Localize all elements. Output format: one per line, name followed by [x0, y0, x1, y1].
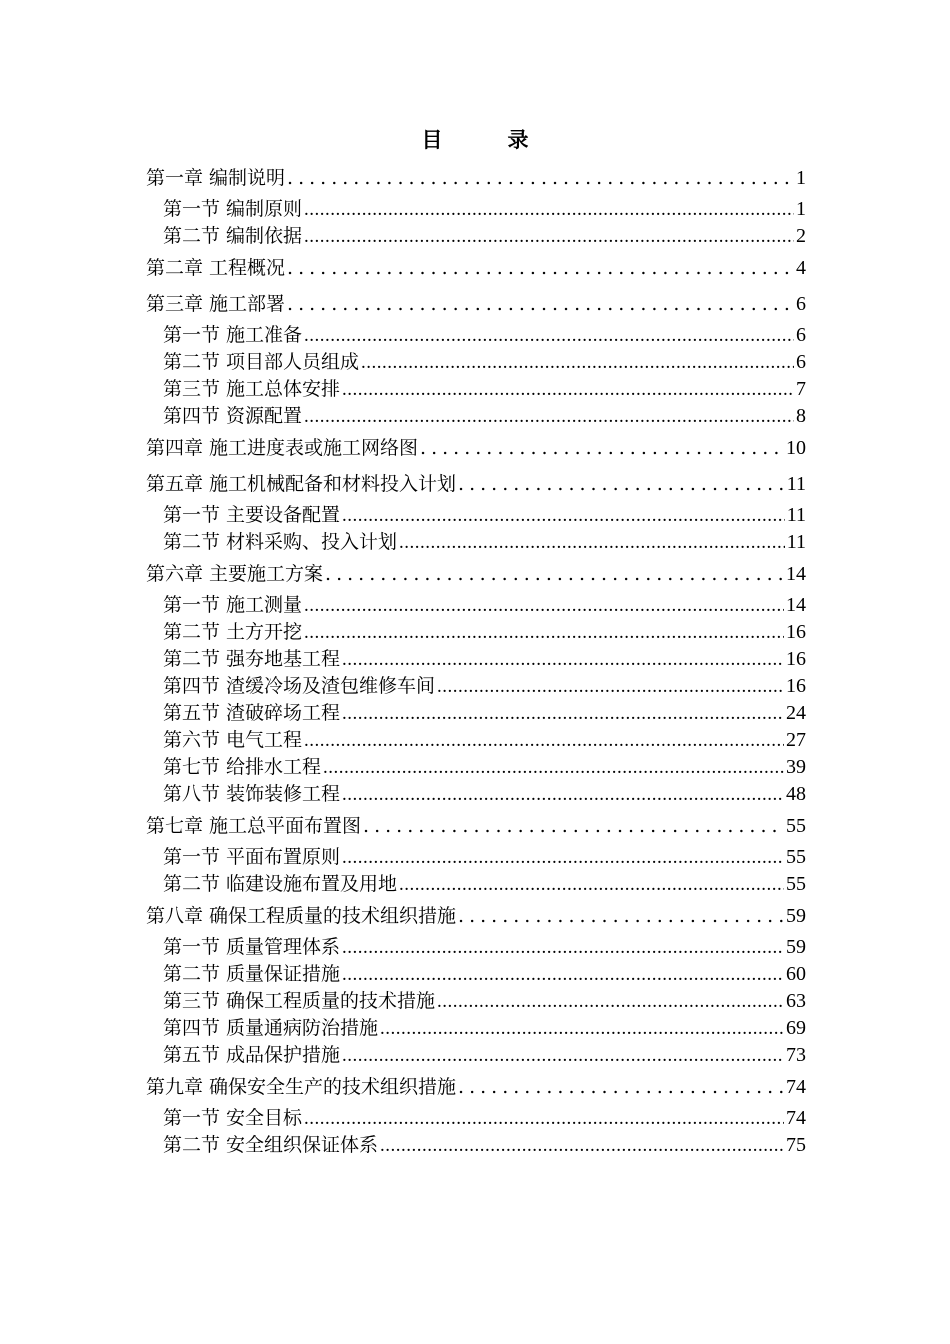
toc-entry-page-number: 7	[796, 378, 806, 400]
toc-entry-label: 第六章 主要施工方案	[146, 563, 324, 585]
toc-section-entry[interactable]	[146, 646, 806, 673]
toc-entry-page-number: 8	[796, 405, 806, 427]
toc-entry-page-number: 59	[786, 905, 806, 927]
dot-leader	[304, 619, 784, 646]
dot-leader	[380, 1132, 784, 1159]
toc-entry-label: 第五章 施工机械配备和材料投入计划	[146, 473, 457, 495]
toc-entry-label: 第六节 电气工程	[163, 729, 303, 751]
toc-section-entry[interactable]	[146, 1015, 806, 1042]
dot-leader	[342, 700, 784, 727]
toc-chapter-entry[interactable]	[146, 466, 806, 502]
toc-entry-page-number: 6	[796, 324, 806, 346]
toc-entry-label: 第一节 平面布置原则	[163, 846, 341, 868]
toc-entry-page-number: 55	[786, 846, 806, 868]
dot-leader	[458, 898, 784, 934]
toc-chapter-entry[interactable]	[146, 250, 806, 286]
toc-chapter-entry[interactable]	[146, 160, 806, 196]
toc-entry-label: 第三节 施工总体安排	[163, 378, 341, 400]
toc-entry-page-number: 74	[786, 1076, 806, 1098]
toc-entry-label: 第二节 安全组织保证体系	[163, 1134, 379, 1156]
toc-entry-page-number: 63	[786, 990, 806, 1012]
dot-leader	[342, 502, 785, 529]
toc-entry-page-number: 1	[796, 167, 806, 189]
toc-entry-label: 第二节 强夯地基工程	[163, 648, 341, 670]
dot-leader	[361, 349, 794, 376]
toc-entry-label: 第七章 施工总平面布置图	[146, 815, 362, 837]
toc-entry-label: 第三章 施工部署	[146, 293, 286, 315]
dot-leader	[342, 646, 784, 673]
dot-leader	[399, 529, 785, 556]
toc-section-entry[interactable]	[146, 502, 806, 529]
toc-section-entry[interactable]	[146, 349, 806, 376]
dot-leader	[437, 988, 784, 1015]
toc-entry-page-number: 27	[786, 729, 806, 751]
toc-entry-label: 第二节 临建设施布置及用地	[163, 873, 398, 895]
dot-leader	[304, 196, 794, 223]
toc-entry-label: 第四章 施工进度表或施工网络图	[146, 437, 419, 459]
toc-entry-page-number: 59	[786, 936, 806, 958]
toc-entry-page-number: 1	[796, 198, 806, 220]
toc-section-entry[interactable]	[146, 844, 806, 871]
toc-section-entry[interactable]	[146, 934, 806, 961]
toc-entry-label: 第一节 编制原则	[163, 198, 303, 220]
dot-leader	[363, 808, 784, 844]
toc-entry-page-number: 16	[786, 648, 806, 670]
toc-entry-page-number: 14	[786, 594, 806, 616]
toc-entry-page-number: 60	[786, 963, 806, 985]
toc-section-entry[interactable]	[146, 196, 806, 223]
toc-entry-label: 第一节 主要设备配置	[163, 504, 341, 526]
toc-entry-page-number: 16	[786, 621, 806, 643]
toc-entry-label: 第八章 确保工程质量的技术组织措施	[146, 905, 457, 927]
dot-leader	[342, 781, 784, 808]
toc-entry-label: 第一节 施工测量	[163, 594, 303, 616]
toc-entry-page-number: 55	[786, 815, 806, 837]
toc-title: 目 录	[421, 127, 551, 152]
toc-section-entry[interactable]	[146, 376, 806, 403]
dot-leader	[287, 250, 794, 286]
toc-entry-label: 第四节 渣缓冷场及渣包维修车间	[163, 675, 436, 697]
toc-chapter-entry[interactable]	[146, 286, 806, 322]
toc-chapter-entry[interactable]	[146, 898, 806, 934]
toc-entry-label: 第二章 工程概况	[146, 257, 286, 279]
toc-entry-page-number: 16	[786, 675, 806, 697]
toc-entry-page-number: 75	[786, 1134, 806, 1156]
toc-entry-page-number: 69	[786, 1017, 806, 1039]
toc-entry-page-number: 11	[786, 504, 806, 526]
dot-leader	[380, 1015, 784, 1042]
dot-leader	[420, 430, 784, 466]
toc-section-entry[interactable]	[146, 223, 806, 250]
toc-entry-label: 第二节 编制依据	[163, 225, 303, 247]
dot-leader	[399, 871, 784, 898]
toc-entry-page-number: 10	[786, 437, 806, 459]
toc-entry-page-number: 6	[796, 293, 806, 315]
toc-entry-label: 第二节 项目部人员组成	[163, 351, 360, 373]
toc-section-entry[interactable]	[146, 1042, 806, 1069]
dot-leader	[342, 376, 794, 403]
toc-section-entry[interactable]	[146, 754, 806, 781]
dot-leader	[342, 961, 784, 988]
toc-section-entry[interactable]	[146, 781, 806, 808]
toc-entry-page-number: 6	[796, 351, 806, 373]
toc-section-entry[interactable]	[146, 700, 806, 727]
dot-leader	[304, 322, 794, 349]
toc-section-entry[interactable]	[146, 871, 806, 898]
toc-entry-page-number: 55	[786, 873, 806, 895]
toc-section-entry[interactable]	[146, 619, 806, 646]
toc-entry-page-number: 48	[786, 783, 806, 805]
toc-entry-page-number: 11	[786, 531, 806, 553]
toc-entry-page-number: 14	[786, 563, 806, 585]
toc-section-entry[interactable]	[146, 1105, 806, 1132]
toc-entry-page-number: 2	[796, 225, 806, 247]
toc-entry-label: 第九章 确保安全生产的技术组织措施	[146, 1076, 457, 1098]
dot-leader	[437, 673, 784, 700]
toc-entry-label: 第一节 施工准备	[163, 324, 303, 346]
toc-entry-label: 第五节 渣破碎场工程	[163, 702, 341, 724]
toc-entry-label: 第四节 资源配置	[163, 405, 303, 427]
toc-section-entry[interactable]	[146, 988, 806, 1015]
toc-entry-label: 第七节 给排水工程	[163, 756, 322, 778]
toc-chapter-entry[interactable]	[146, 430, 806, 466]
dot-leader	[325, 556, 784, 592]
dot-leader	[342, 934, 784, 961]
toc-section-entry[interactable]	[146, 1132, 806, 1159]
toc-section-entry[interactable]	[146, 322, 806, 349]
dot-leader	[304, 403, 794, 430]
dot-leader	[458, 466, 785, 502]
toc-section-entry[interactable]	[146, 727, 806, 754]
toc-section-entry[interactable]	[146, 529, 806, 556]
dot-leader	[342, 844, 784, 871]
toc-entry-page-number: 24	[786, 702, 806, 724]
toc-entry-label: 第一节 安全目标	[163, 1107, 303, 1129]
toc-entry-label: 第二节 质量保证措施	[163, 963, 341, 985]
toc-entry-label: 第一章 编制说明	[146, 167, 286, 189]
toc-entry-page-number: 39	[786, 756, 806, 778]
toc-chapter-entry[interactable]	[146, 808, 806, 844]
toc-section-entry[interactable]	[146, 673, 806, 700]
toc-chapter-entry[interactable]	[146, 556, 806, 592]
dot-leader	[304, 1105, 784, 1132]
toc-entry-label: 第三节 确保工程质量的技术措施	[163, 990, 436, 1012]
toc-entry-page-number: 73	[786, 1044, 806, 1066]
toc-entry-page-number: 11	[786, 473, 806, 495]
toc-entry-label: 第一节 质量管理体系	[163, 936, 341, 958]
dot-leader	[458, 1069, 784, 1105]
toc-list	[146, 160, 806, 1159]
toc-section-entry[interactable]	[146, 403, 806, 430]
dot-leader	[323, 754, 784, 781]
dot-leader	[287, 160, 794, 196]
toc-entry-label: 第四节 质量通病防治措施	[163, 1017, 379, 1039]
dot-leader	[304, 223, 794, 250]
toc-entry-page-number: 74	[786, 1107, 806, 1129]
toc-chapter-entry[interactable]	[146, 1069, 806, 1105]
dot-leader	[304, 592, 784, 619]
toc-entry-label: 第八节 装饰装修工程	[163, 783, 341, 805]
toc-entry-label: 第二节 材料采购、投入计划	[163, 531, 398, 553]
toc-entry-label: 第二节 土方开挖	[163, 621, 303, 643]
toc-entry-label: 第五节 成品保护措施	[163, 1044, 341, 1066]
dot-leader	[342, 1042, 784, 1069]
toc-entry-page-number: 4	[796, 257, 806, 279]
toc-section-entry[interactable]	[146, 961, 806, 988]
dot-leader	[287, 286, 794, 322]
toc-section-entry[interactable]	[146, 592, 806, 619]
dot-leader	[304, 727, 784, 754]
